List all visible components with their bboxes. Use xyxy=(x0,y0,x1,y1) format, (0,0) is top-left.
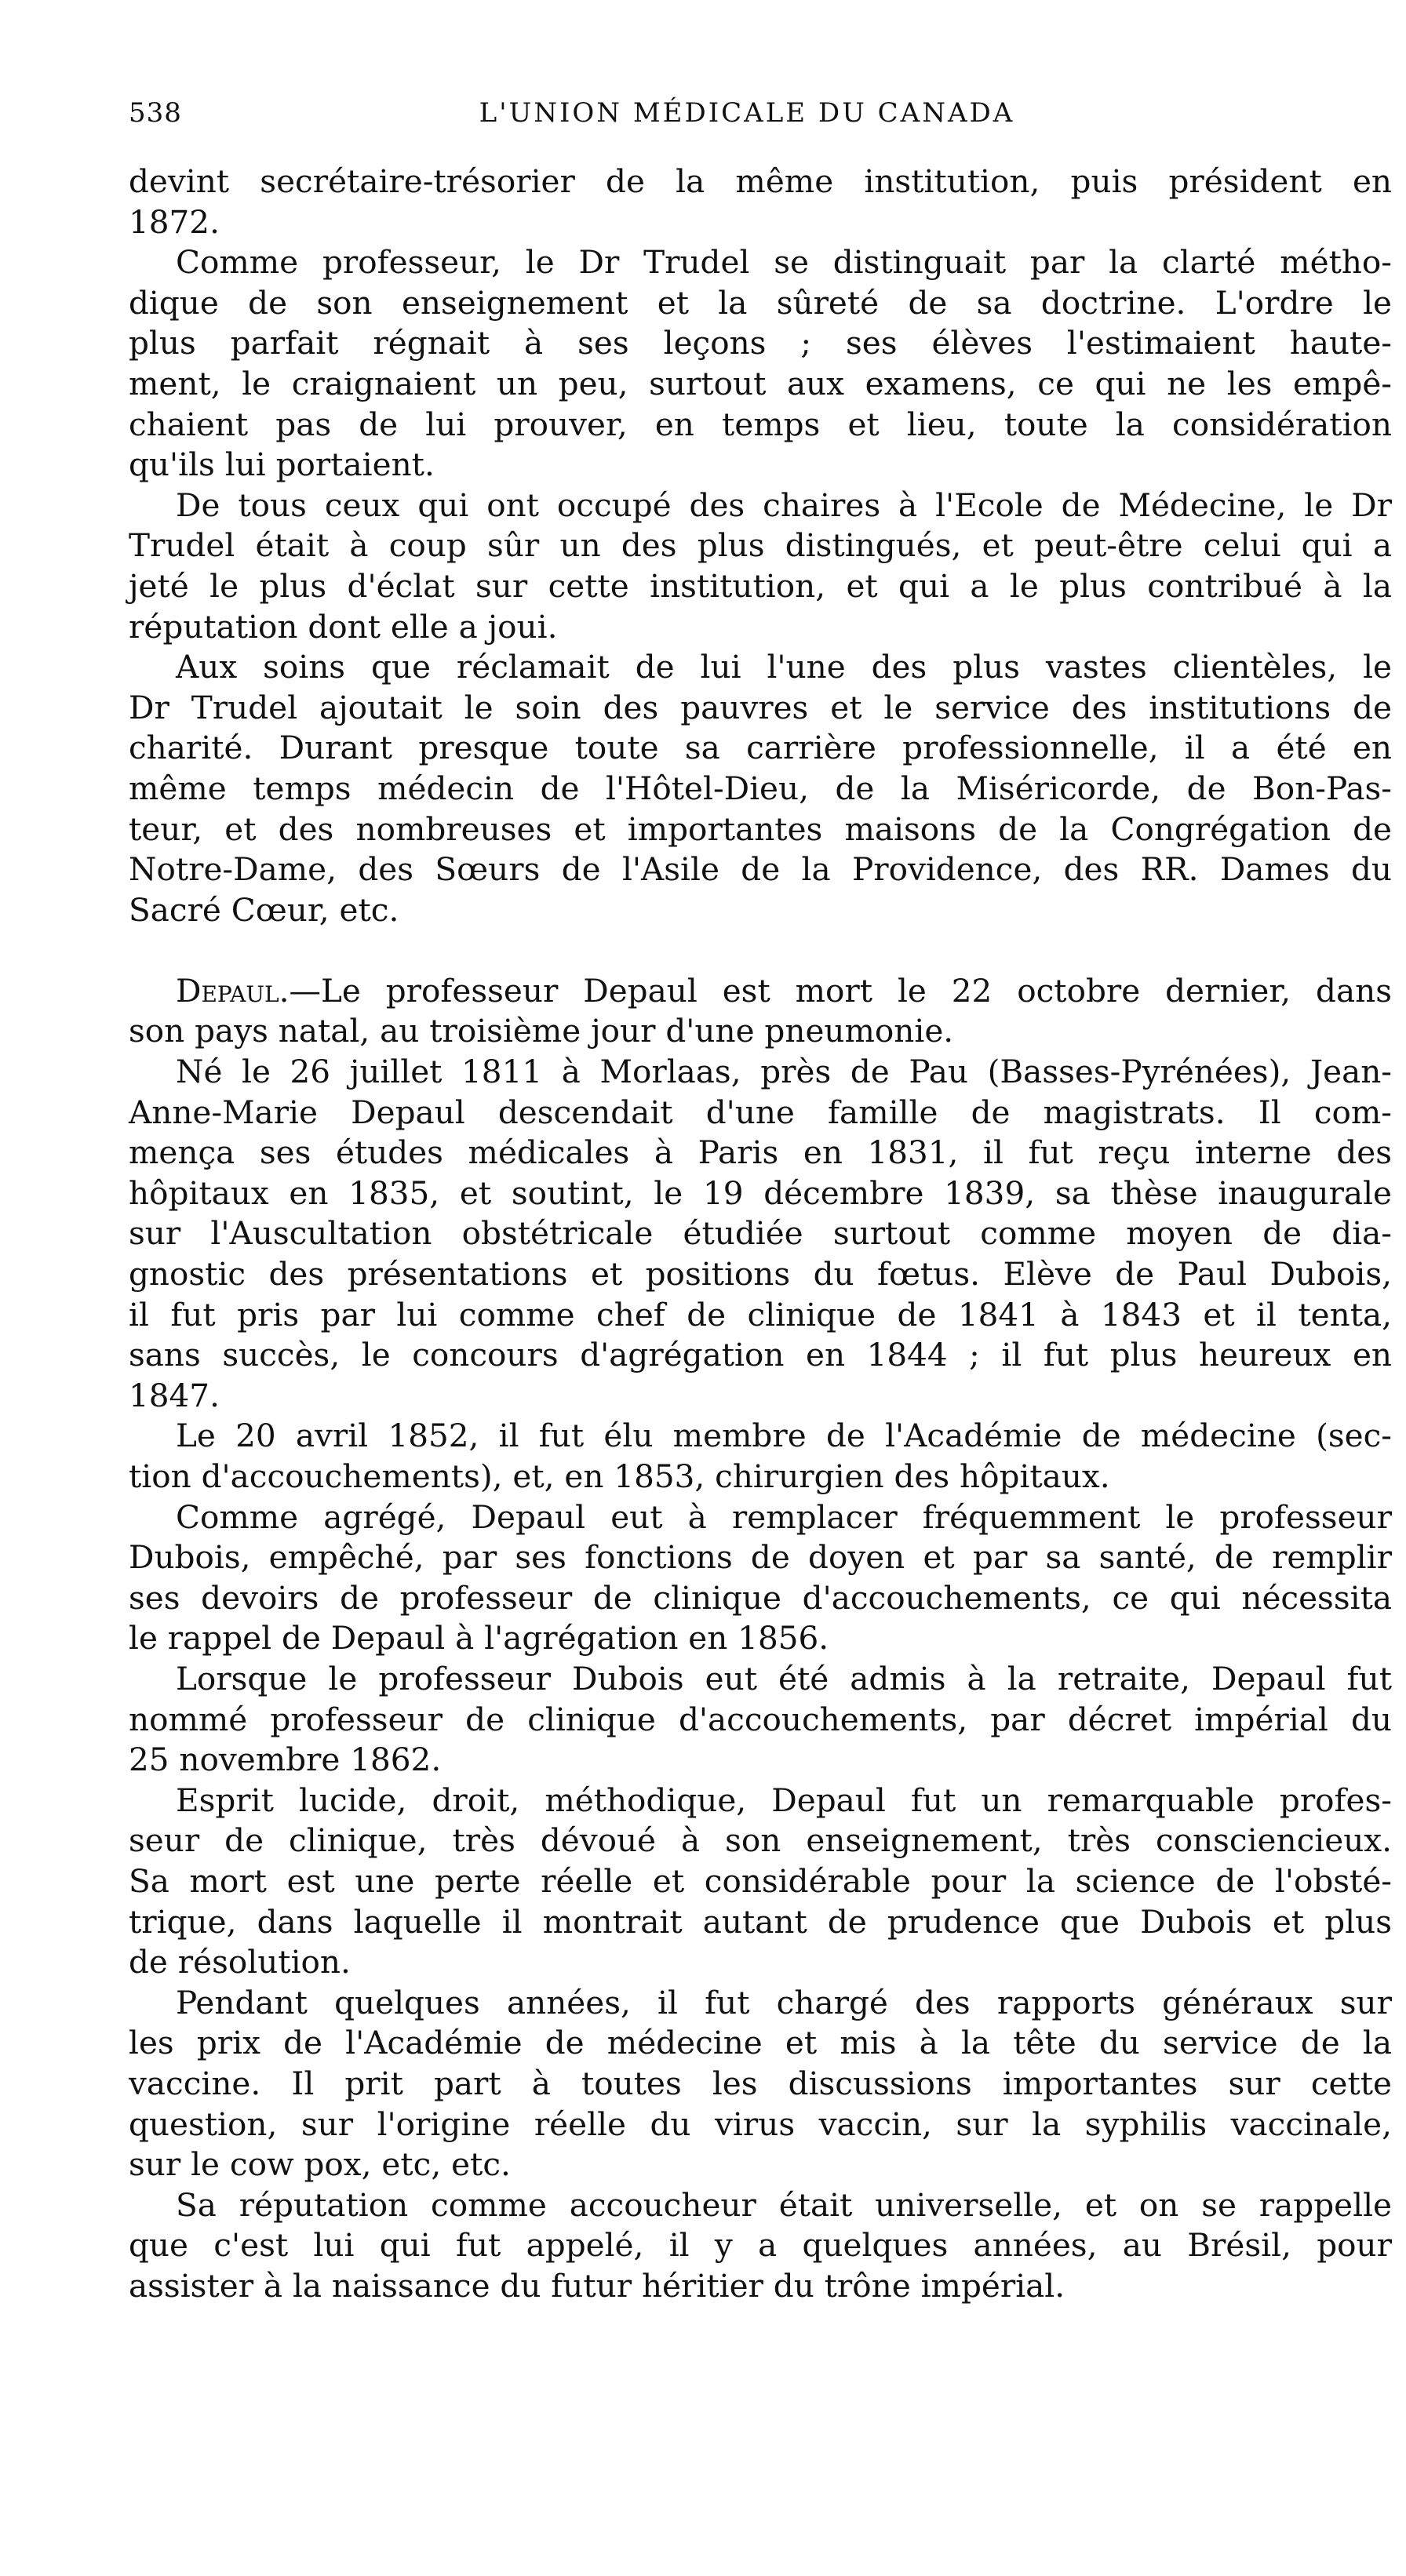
line-text: Pendant quelques années, il fut chargé des rapports généraux sur xyxy=(176,1983,1392,2021)
text-line xyxy=(129,2185,1392,2226)
text-line xyxy=(129,1902,1392,1943)
line-text: Lorsque le professeur Dubois eut été admis à la retraite, Depaul fut xyxy=(176,1659,1392,1697)
text-line xyxy=(129,769,1392,810)
line-text: vaccine. Il prit part à toutes les discussions importantes sur cette xyxy=(129,2064,1392,2102)
line-text: nommé professeur de clinique d'accouchements, par décret impérial du xyxy=(129,1700,1392,1738)
paragraph xyxy=(129,1052,1392,1416)
line-text: tion d'accouchements), et, en 1853, chirurgien des hôpitaux. xyxy=(129,1457,1110,1495)
paragraph-gap xyxy=(129,930,1392,971)
line-text: il fut pris par lui comme chef de clinique de 1841 à 1843 et il tenta, xyxy=(129,1295,1392,1333)
text-line xyxy=(129,850,1392,890)
paragraph xyxy=(129,242,1392,486)
line-text: sans succès, le concours d'agrégation en 1844 ; il fut plus heureux en xyxy=(129,1336,1392,1374)
text-line xyxy=(129,1942,1392,1983)
text-line xyxy=(129,1052,1392,1093)
line-text: trique, dans laquelle il montrait autant de prudence que Dubois et plus xyxy=(129,1902,1392,1941)
running-title: L'UNION MÉDICALE DU CANADA xyxy=(479,97,1015,129)
line-text: 1872. xyxy=(129,202,220,241)
text-line xyxy=(129,1173,1392,1214)
text-line xyxy=(129,1861,1392,1902)
text-line xyxy=(129,202,1392,243)
line-text: assister à la naissance du futur héritier du trône impérial. xyxy=(129,2266,1065,2305)
paragraph xyxy=(129,2185,1392,2307)
paragraph xyxy=(129,647,1392,930)
text-line xyxy=(129,607,1392,648)
text-line xyxy=(129,526,1392,566)
line-text: ment, le craignaient un peu, surtout aux examens, ce qui ne les empê- xyxy=(129,364,1392,402)
line-text: devint secrétaire-trésorier de la même institution, puis président en xyxy=(129,162,1392,200)
text-line xyxy=(129,647,1392,688)
line-text: question, sur l'origine réelle du virus vaccin, sur la syphilis vaccinale, xyxy=(129,2105,1392,2143)
text-line xyxy=(129,1011,1392,1052)
text-line xyxy=(129,2145,1392,2185)
line-text: plus parfait régnait à ses leçons ; ses élèves l'estimaient haute- xyxy=(129,324,1392,362)
text-line xyxy=(129,2225,1392,2266)
text-line xyxy=(129,283,1392,324)
body-text xyxy=(129,162,1392,2306)
line-text: teur, et des nombreuses et importantes maisons de la Congrégation de xyxy=(129,810,1392,848)
line-text: 25 novembre 1862. xyxy=(129,1741,442,1779)
text-line xyxy=(129,1618,1392,1659)
text-line xyxy=(129,1983,1392,2024)
line-text: Comme professeur, le Dr Trudel se distinguait par la clarté métho- xyxy=(176,243,1392,282)
text-line xyxy=(129,1537,1392,1578)
text-line xyxy=(129,2105,1392,2145)
text-line xyxy=(129,971,1392,1012)
paragraph xyxy=(129,1497,1392,1659)
text-line xyxy=(129,1821,1392,1861)
line-text: réputation dont elle a joui. xyxy=(129,607,558,646)
line-text: ses devoirs de professeur de clinique d'accouchements, ce qui nécessita xyxy=(129,1578,1392,1617)
paragraph xyxy=(129,1416,1392,1497)
text-line xyxy=(129,2064,1392,2105)
line-text: seur de clinique, très dévoué à son enseignement, très consciencieux. xyxy=(129,1821,1392,1860)
text-line xyxy=(129,1133,1392,1173)
text-line xyxy=(129,1416,1392,1457)
line-text: hôpitaux en 1835, et soutint, le 19 décembre 1839, sa thèse inaugurale xyxy=(129,1173,1392,1212)
text-line xyxy=(129,364,1392,405)
text-line xyxy=(129,1376,1392,1417)
line-text: Sa mort est une perte réelle et considérable pour la science de l'obsté- xyxy=(129,1861,1392,1900)
text-line xyxy=(129,1457,1392,1497)
line-text: .—Le professeur Depaul est mort le 22 octobre dernier, dans xyxy=(279,971,1392,1010)
text-line xyxy=(129,1295,1392,1336)
text-line xyxy=(129,486,1392,526)
line-text: mença ses études médicales à Paris en 1831, il fut reçu interne des xyxy=(129,1133,1392,1172)
line-text: sur le cow pox, etc, etc. xyxy=(129,2145,511,2184)
paragraph xyxy=(129,486,1392,647)
text-line xyxy=(129,728,1392,769)
line-text: Notre-Dame, des Sœurs de l'Asile de la Providence, des RR. Dames du xyxy=(129,850,1392,889)
line-text: sur l'Auscultation obstétricale étudiée surtout comme moyen de dia- xyxy=(129,1214,1392,1253)
text-line xyxy=(129,2266,1392,2307)
text-line xyxy=(129,1093,1392,1133)
paragraph xyxy=(129,971,1392,1052)
line-text: de résolution. xyxy=(129,1943,351,1981)
paragraph xyxy=(129,1781,1392,1983)
line-text: Sacré Cœur, etc. xyxy=(129,890,399,929)
line-text: même temps médecin de l'Hôtel-Dieu, de la Miséricorde, de Bon-Pas- xyxy=(129,769,1392,807)
line-text: Dr Trudel ajoutait le soin des pauvres et le service des institutions de xyxy=(129,688,1392,726)
text-line xyxy=(129,1578,1392,1619)
text-line xyxy=(129,890,1392,931)
line-text: les prix de l'Académie de médecine et mis à la tête du service de la xyxy=(129,2024,1392,2062)
line-text: 1847. xyxy=(129,1376,220,1414)
line-text: charité. Durant presque toute sa carrière professionnelle, il a été en xyxy=(129,729,1392,767)
text-line xyxy=(129,1335,1392,1376)
line-text: qu'ils lui portaient. xyxy=(129,446,435,484)
line-text: dique de son enseignement et la sûreté de sa doctrine. L'ordre le xyxy=(129,283,1392,322)
text-line xyxy=(129,405,1392,446)
text-line xyxy=(129,2023,1392,2064)
line-text: Trudel était à coup sûr un des plus distingués, et peut-être celui qui a xyxy=(129,526,1392,565)
page-number: 538 xyxy=(129,97,182,129)
paragraph xyxy=(129,1659,1392,1781)
line-text: Sa réputation comme accoucheur était universelle, et on se rappelle xyxy=(176,2185,1392,2224)
text-line xyxy=(129,1659,1392,1700)
line-text: Né le 26 juillet 1811 à Morlaas, près de Pau (Basses-Pyrénées), Jean- xyxy=(176,1053,1392,1091)
text-line xyxy=(129,688,1392,729)
line-text: son pays natal, au troisième jour d'une pneumonie. xyxy=(129,1012,954,1050)
text-line xyxy=(129,1497,1392,1538)
text-line xyxy=(129,323,1392,364)
line-text: Le 20 avril 1852, il fut élu membre de l'Académie de médecine (sec- xyxy=(176,1417,1392,1455)
page-header xyxy=(129,97,1365,144)
line-text: De tous ceux qui ont occupé des chaires à l'Ecole de Médecine, le Dr xyxy=(176,486,1392,524)
line-text: Comme agrégé, Depaul eut à remplacer fréquemment le professeur xyxy=(176,1497,1392,1536)
text-line xyxy=(129,162,1392,202)
line-text: le rappel de Depaul à l'agrégation en 1856. xyxy=(129,1619,829,1657)
text-line xyxy=(129,1740,1392,1781)
line-text: Dubois, empêché, par ses fonctions de doyen et par sa santé, de remplir xyxy=(129,1538,1392,1577)
text-line xyxy=(129,445,1392,486)
text-line xyxy=(129,1700,1392,1741)
text-line xyxy=(129,1254,1392,1295)
text-line xyxy=(129,1213,1392,1254)
text-line xyxy=(129,242,1392,283)
line-text: Anne-Marie Depaul descendait d'une famille de magistrats. Il com- xyxy=(129,1093,1392,1131)
line-text: que c'est lui qui fut appelé, il y a quelques années, au Brésil, pour xyxy=(129,2226,1392,2265)
line-text: Aux soins que réclamait de lui l'une des plus vastes clientèles, le xyxy=(176,648,1392,686)
line-text: jeté le plus d'éclat sur cette institution, et qui a le plus contribué à la xyxy=(129,566,1392,605)
paragraph xyxy=(129,1983,1392,2185)
line-text: chaient pas de lui prouver, en temps et lieu, toute la considération xyxy=(129,405,1392,443)
text-line xyxy=(129,566,1392,607)
text-line xyxy=(129,810,1392,850)
paragraph xyxy=(129,162,1392,242)
section-lead-name: Depaul xyxy=(176,971,279,1010)
line-text: gnostic des présentations et positions du fœtus. Elève de Paul Dubois, xyxy=(129,1255,1392,1293)
line-text: Esprit lucide, droit, méthodique, Depaul fut un remarquable profes- xyxy=(176,1781,1392,1819)
text-line xyxy=(129,1781,1392,1821)
